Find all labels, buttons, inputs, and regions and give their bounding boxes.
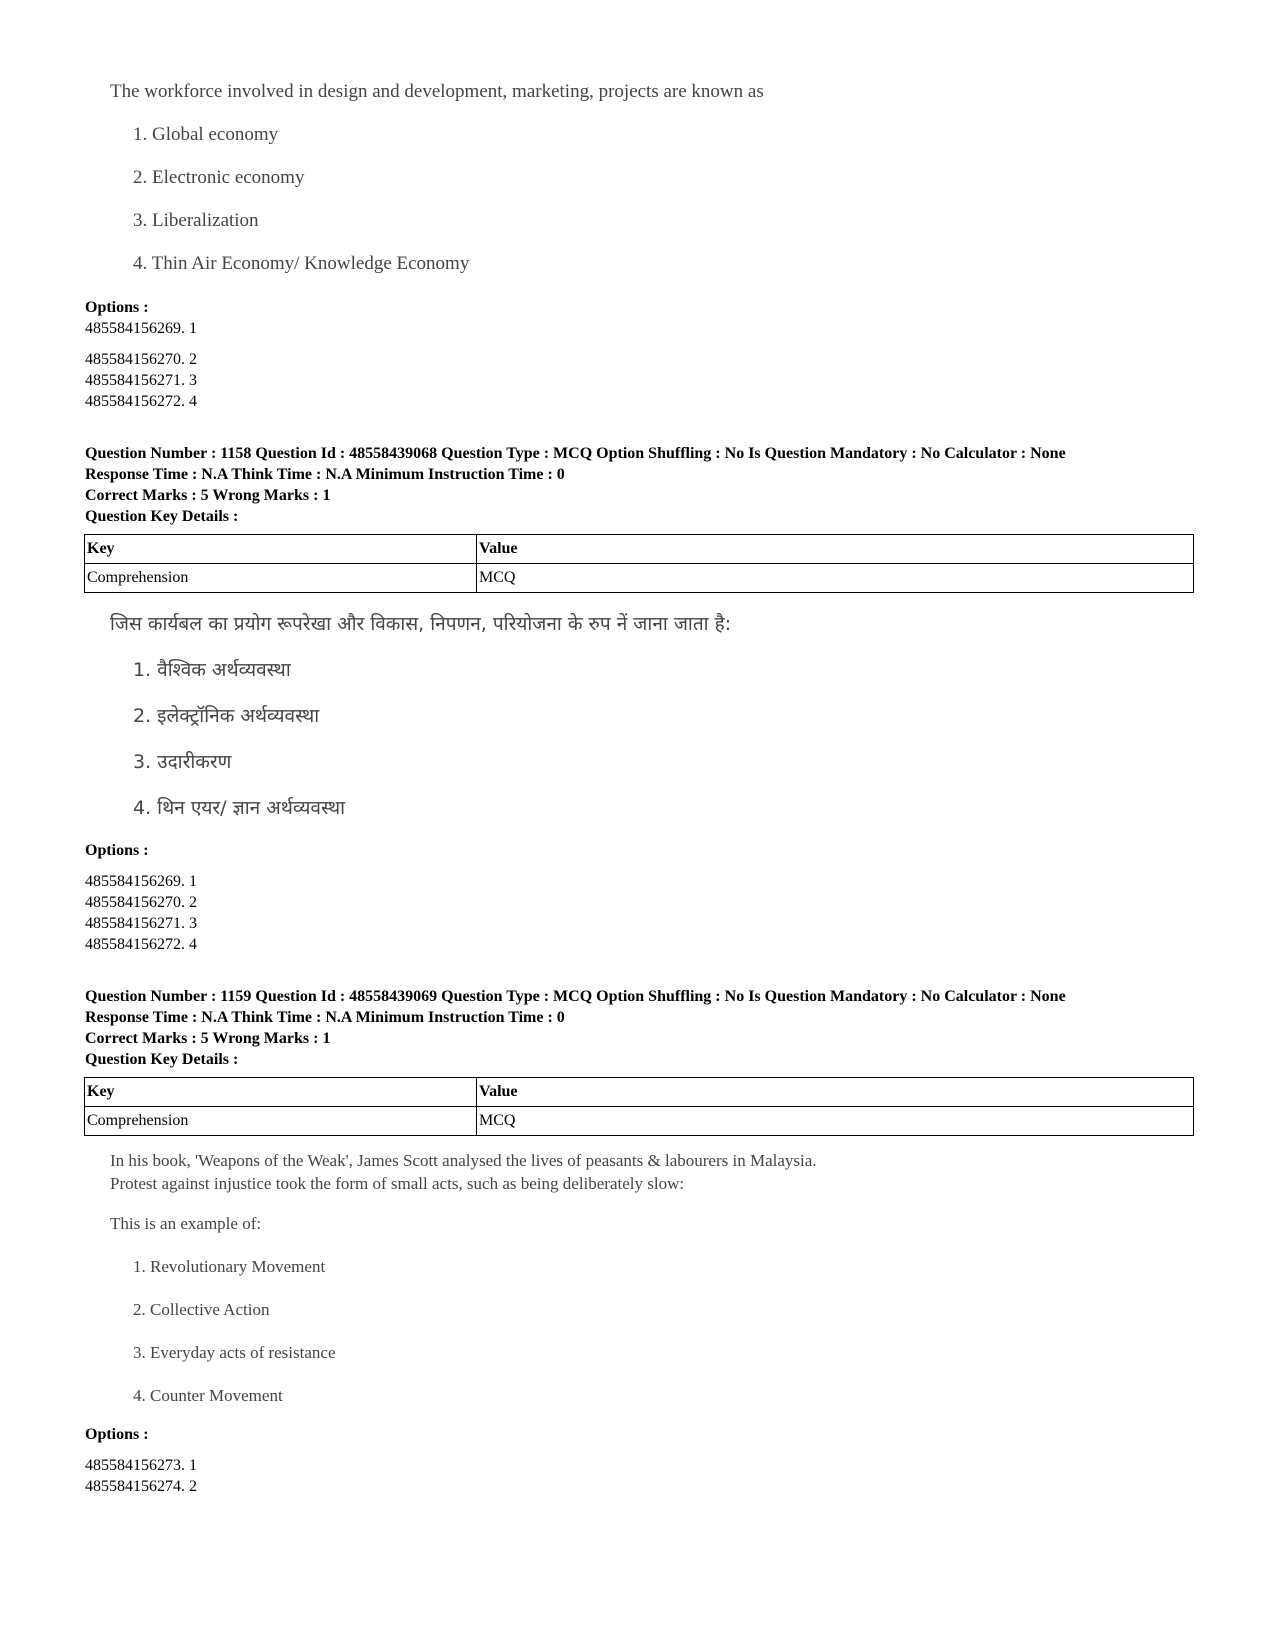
question-1158-option-3: 485584156271. 3: [85, 915, 197, 932]
value-cell: MCQ: [477, 564, 1194, 593]
question-1157-option-2: 485584156270. 2: [85, 351, 197, 368]
question-1159-meta-line-1: Question Number : 1159 Question Id : 48558439069 Question Type : MCQ Option Shuffling : No Is Question Mandatory : No Calculator : None: [85, 988, 1066, 1005]
question-1159-option-1: 485584156273. 1: [85, 1457, 197, 1474]
question-1159-stem-line-2: Protest against injustice took the form of small acts, such as being deliberately slow:: [110, 1174, 685, 1193]
question-1158-key-table: [84, 534, 1194, 593]
question-1157-stem: The workforce involved in design and development, marketing, projects are known as: [110, 81, 764, 102]
question-1157-choice-3: 3. Liberalization: [133, 210, 259, 231]
question-1158-key-details-label: Question Key Details :: [85, 508, 239, 525]
key-table-header-row: [85, 535, 1194, 564]
key-header: Key: [85, 535, 477, 564]
question-1157-option-1: 485584156269. 1: [85, 320, 197, 337]
question-1159-stem-line-1: In his book, 'Weapons of the Weak', James Scott analysed the lives of peasants & labourers in Malaysia.: [110, 1151, 817, 1170]
question-1158-choice-1: 1. वैश्विक अर्थव्यवस्था: [133, 659, 291, 681]
question-1158-option-1: 485584156269. 1: [85, 873, 197, 890]
question-1158-meta-line-2: Response Time : N.A Think Time : N.A Minimum Instruction Time : 0: [85, 466, 565, 483]
question-1158-stem: जिस कार्यबल का प्रयोग रूपरेखा और विकास, निपणन, परियोजना के रुप नें जाना जाता है:: [110, 613, 732, 635]
question-1158-choice-2: 2. इलेक्ट्रॉनिक अर्थव्यवस्था: [133, 705, 320, 727]
value-header: Value: [477, 1078, 1194, 1107]
question-1159-option-2: 485584156274. 2: [85, 1478, 197, 1495]
key-table-row: [85, 564, 1194, 593]
question-1159-meta-line-3: Correct Marks : 5 Wrong Marks : 1: [85, 1030, 331, 1047]
question-1159-options-label: Options :: [85, 1426, 149, 1443]
key-cell: Comprehension: [85, 564, 477, 593]
key-header: Key: [85, 1078, 477, 1107]
question-1158-choice-4: 4. थिन एयर/ ज्ञान अर्थव्यवस्था: [133, 797, 346, 819]
question-1158-meta-line-3: Correct Marks : 5 Wrong Marks : 1: [85, 487, 331, 504]
question-1159-key-details-label: Question Key Details :: [85, 1051, 239, 1068]
question-1157-choice-1: 1. Global economy: [133, 124, 279, 145]
question-1159-choice-2: 2. Collective Action: [133, 1300, 270, 1319]
question-1157-option-4: 485584156272. 4: [85, 393, 197, 410]
question-1158-meta-line-1: Question Number : 1158 Question Id : 48558439068 Question Type : MCQ Option Shuffling : No Is Question Mandatory : No Calculator : None: [85, 445, 1066, 462]
question-1157-choice-2: 2. Electronic economy: [133, 167, 305, 188]
question-1159-meta-line-2: Response Time : N.A Think Time : N.A Minimum Instruction Time : 0: [85, 1009, 565, 1026]
value-cell: MCQ: [477, 1107, 1194, 1136]
question-1158-choice-3: 3. उदारीकरण: [133, 751, 232, 773]
question-1157-option-3: 485584156271. 3: [85, 372, 197, 389]
value-header: Value: [477, 535, 1194, 564]
question-1157-choice-4: 4. Thin Air Economy/ Knowledge Economy: [133, 253, 470, 274]
key-table-header-row: [85, 1078, 1194, 1107]
key-cell: Comprehension: [85, 1107, 477, 1136]
question-1159-choice-4: 4. Counter Movement: [133, 1386, 283, 1405]
question-1159-key-table: [84, 1077, 1194, 1136]
question-1159-choice-1: 1. Revolutionary Movement: [133, 1257, 326, 1276]
question-1159-choice-3: 3. Everyday acts of resistance: [133, 1343, 336, 1362]
question-1159-stem-line-3: This is an example of:: [110, 1214, 262, 1233]
key-table-row: [85, 1107, 1194, 1136]
question-1158-option-4: 485584156272. 4: [85, 936, 197, 953]
question-1158-options-label: Options :: [85, 842, 149, 859]
question-1158-option-2: 485584156270. 2: [85, 894, 197, 911]
question-1157-options-label: Options :: [85, 299, 149, 316]
